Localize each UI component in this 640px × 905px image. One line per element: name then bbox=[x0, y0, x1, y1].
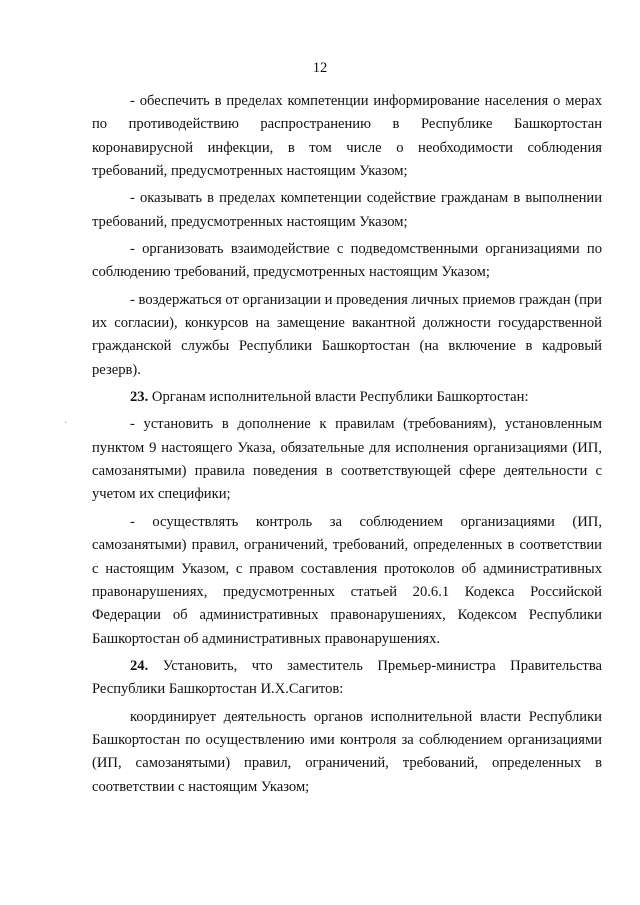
document-body bbox=[92, 90, 602, 803]
paragraph-text: координирует деятельность органов исполнительной власти Республики Башкортостан по осуществлению ими контроля за соблюдением организациями (ИП, самозанятыми) правил, ограничений, требований, определенных в соответствии с настоящим Указом; bbox=[92, 708, 602, 795]
paragraph-text: - установить в дополнение к правилам (требованиям), установленным пунктом 9 настоящего Указа, обязательные для исполнения организациями (ИП, самозанятыми) правила поведения в соответствующей сфере деятельности с учетом их специфики; bbox=[92, 416, 602, 503]
paragraph-establish-rules bbox=[92, 413, 602, 507]
paragraph-item-24 bbox=[92, 655, 602, 702]
page-number: 12 bbox=[312, 60, 328, 76]
margin-mark: · bbox=[64, 418, 68, 429]
paragraph-exercise-control bbox=[92, 511, 602, 651]
paragraph-inform-population bbox=[92, 90, 602, 184]
paragraph-refrain-receptions bbox=[92, 289, 602, 383]
paragraph-item-23 bbox=[92, 386, 602, 409]
paragraph-text: - воздержаться от организации и проведения личных приемов граждан (при их согласии), конкурсов на замещение вакантной должности государственной гражданской службы Республики Башкортостан (на включение в кадровый резерв). bbox=[92, 291, 602, 378]
paragraph-coordinates bbox=[92, 706, 602, 800]
paragraph-organize-interaction bbox=[92, 238, 602, 285]
item-number: 24. bbox=[130, 657, 149, 674]
paragraph-text: - осуществлять контроль за соблюдением организациями (ИП, самозанятыми) правил, ограничений, требований, определенных в соответствии с настоящим Указом, с правом составления протоколов об административных правонарушениях, предусмотренных статьей 20.6.1 Кодекса Российской Федерации об административных правонарушениях, Кодексом Республики Башкортостан об административных правонарушениях. bbox=[92, 513, 602, 647]
item-number: 23. bbox=[130, 389, 149, 406]
paragraph-text: Органам исполнительной власти Республики Башкортостан: bbox=[148, 389, 529, 406]
paragraph-text: Установить, что заместитель Премьер-министра Правительства Республики Башкортостан И.Х.Сагитов: bbox=[92, 657, 602, 698]
paragraph-text: - обеспечить в пределах компетенции информирование населения о мерах по противодействию распространению в Республике Башкортостан коронавирусной инфекции, в том числе о необходимости соблюдения требований, предусмотренных настоящим Указом; bbox=[92, 93, 602, 180]
paragraph-text: - организовать взаимодействие с подведомственными организациями по соблюдению требований, предусмотренных настоящим Указом; bbox=[92, 241, 602, 281]
paragraph-assist-citizens bbox=[92, 187, 602, 234]
paragraph-text: - оказывать в пределах компетенции содействие гражданам в выполнении требований, предусмотренных настоящим Указом; bbox=[92, 190, 602, 230]
